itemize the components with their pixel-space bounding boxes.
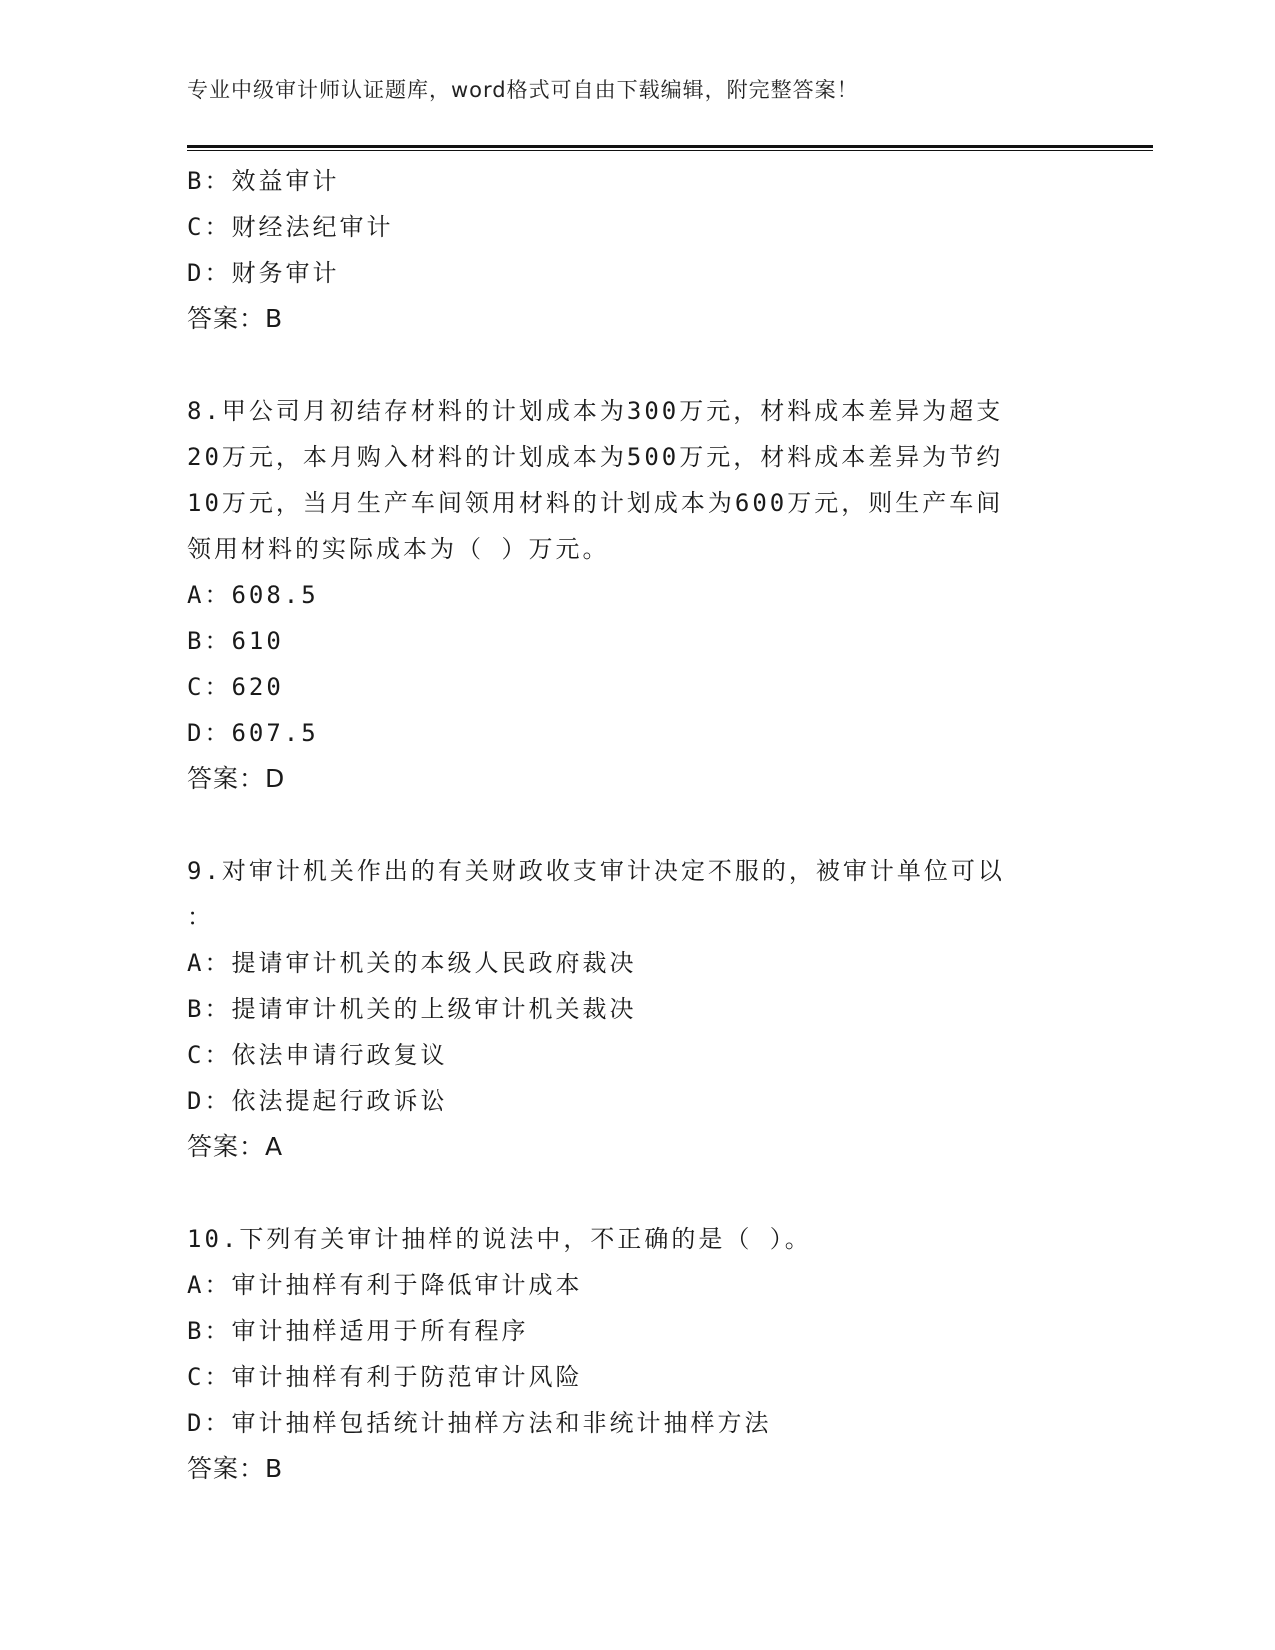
spacer <box>187 802 1087 848</box>
spacer <box>187 342 1087 388</box>
question-stem-line: ： <box>187 903 214 931</box>
option-b: B：审计抽样适用于所有程序 <box>187 1317 529 1345</box>
answer: 答案：B <box>187 1454 284 1483</box>
option-c: C：审计抽样有利于防范审计风险 <box>187 1363 583 1391</box>
answer: 答案：A <box>187 1132 284 1161</box>
question-7-tail <box>187 158 1087 342</box>
header-rule-thick <box>187 145 1153 148</box>
question-stem-line: 20万元，本月购入材料的计划成本为500万元，材料成本差异为节约 <box>187 443 1004 471</box>
option-a: A：提请审计机关的本级人民政府裁决 <box>187 949 637 977</box>
option-b: B：610 <box>187 627 284 655</box>
option-c: C：财经法纪审计 <box>187 213 394 241</box>
option-d: D：审计抽样包括统计抽样方法和非统计抽样方法 <box>187 1409 772 1437</box>
option-b: B：效益审计 <box>187 167 340 195</box>
question-8 <box>187 388 1087 802</box>
option-c: C：依法申请行政复议 <box>187 1041 448 1069</box>
option-a: A：608.5 <box>187 581 319 609</box>
question-list <box>187 158 1087 1492</box>
option-b: B：提请审计机关的上级审计机关裁决 <box>187 995 637 1023</box>
header-rule-thin <box>187 150 1153 151</box>
option-d: D：依法提起行政诉讼 <box>187 1087 448 1115</box>
spacer <box>187 1170 1087 1216</box>
question-stem-line: 10万元，当月生产车间领用材料的计划成本为600万元，则生产车间 <box>187 489 1004 517</box>
question-9 <box>187 848 1087 1170</box>
answer: 答案：B <box>187 304 284 333</box>
question-stem-line: 9.对审计机关作出的有关财政收支审计决定不服的，被审计单位可以 <box>187 857 1005 885</box>
question-stem-line: 领用材料的实际成本为（ ）万元。 <box>187 535 610 563</box>
page-header: 专业中级审计师认证题库，word格式可自由下载编辑，附完整答案！ <box>187 78 859 102</box>
question-stem-line: 10.下列有关审计抽样的说法中，不正确的是（ ）。 <box>187 1225 812 1253</box>
option-d: D：607.5 <box>187 719 319 747</box>
answer: 答案：D <box>187 764 286 793</box>
option-c: C：620 <box>187 673 284 701</box>
option-a: A：审计抽样有利于降低审计成本 <box>187 1271 583 1299</box>
question-stem-line: 8.甲公司月初结存材料的计划成本为300万元，材料成本差异为超支 <box>187 397 1004 425</box>
option-d: D：财务审计 <box>187 259 340 287</box>
question-10 <box>187 1216 1087 1492</box>
